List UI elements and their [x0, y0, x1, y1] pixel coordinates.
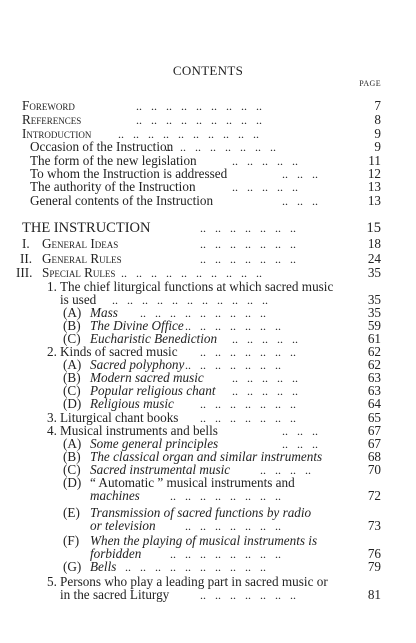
toc-page-number: 65	[367, 410, 381, 425]
toc-entry	[0, 397, 416, 411]
toc-entry	[0, 252, 416, 266]
toc-page-number: 24	[367, 251, 381, 266]
toc-page-number: 11	[368, 153, 381, 168]
toc-entry-label: (D)	[63, 475, 82, 490]
leader-dots: .. .. .. .. ..	[232, 332, 298, 346]
toc-page-number: 35	[367, 265, 381, 280]
toc-entry-title: is used	[60, 292, 97, 307]
toc-entry-label: (D)	[63, 396, 82, 411]
toc-entry	[0, 588, 416, 602]
toc-entry-title: To whom the Instruction is addressed	[30, 166, 228, 181]
toc-entry	[0, 237, 416, 251]
toc-entry-title: machines	[90, 488, 140, 503]
leader-dots: .. .. .. ..	[260, 463, 311, 477]
leader-dots: .. .. .. .. .. .. ..	[200, 252, 296, 266]
toc-entry-title: The classical organ and similar instruments	[90, 449, 323, 464]
toc-entry	[0, 489, 416, 503]
toc-page-number: 35	[367, 292, 381, 307]
toc-entry	[0, 476, 416, 490]
toc-entry-label: (A)	[63, 357, 82, 372]
toc-entry	[0, 534, 416, 548]
toc-entry	[0, 519, 416, 533]
toc-entry-title: The Divine Office	[90, 318, 184, 333]
toc-entry-title: The authority of the Instruction	[30, 179, 196, 194]
leader-dots: .. .. ..	[282, 437, 318, 451]
toc-page-number: 9	[374, 126, 381, 141]
toc-entry	[0, 221, 416, 235]
toc-page-number: 63	[367, 383, 381, 398]
toc-entry-label: (B)	[63, 449, 81, 464]
toc-entry-label: III.	[16, 265, 33, 280]
toc-entry-title: Persons who play a leading part in sacred music or	[60, 574, 328, 589]
toc-entry-label: 4.	[47, 423, 57, 438]
toc-entry-title: Popular religious chant	[90, 383, 216, 398]
toc-entry-label: (B)	[63, 318, 81, 333]
toc-entry-title: Modern sacred music	[90, 370, 204, 385]
toc-entry	[0, 113, 416, 127]
page-column-label: PAGE	[359, 79, 381, 88]
toc-entry-label: (E)	[63, 505, 80, 520]
toc-page-number: 15	[366, 220, 381, 236]
toc-entry-label: (A)	[63, 305, 82, 320]
leader-dots: .. .. .. .. .. .. .. ..	[170, 547, 281, 561]
leader-dots: .. .. .. .. ..	[232, 384, 298, 398]
toc-entry-title: Bells	[90, 559, 117, 574]
toc-entry-title: The chief liturgical functions at which sacred music	[60, 279, 334, 294]
leader-dots: .. .. .. .. .. .. .. .. .. ..	[121, 266, 262, 280]
leader-dots: .. .. .. .. ..	[232, 371, 298, 385]
leader-dots: .. .. .. .. .. .. ..	[185, 358, 281, 372]
leader-dots: .. .. .. .. .. .. .. ..	[170, 489, 281, 503]
toc-entry-title: forbidden	[90, 546, 142, 561]
toc-page-number: 81	[367, 587, 381, 602]
toc-entry-title: Mass	[90, 305, 118, 320]
toc-entry-title: General contents of the Instruction	[30, 193, 214, 208]
toc-entry-title: Sacred polyphony	[90, 357, 185, 372]
toc-page-number: 62	[367, 344, 381, 359]
toc-page-number: 79	[367, 559, 381, 574]
toc-page-number: 13	[367, 179, 381, 194]
toc-entry-title: Occasion of the Instruction	[30, 139, 174, 154]
leader-dots: .. .. .. .. .. .. .. .. .. ..	[118, 127, 259, 141]
leader-dots: .. .. .. .. .. .. ..	[185, 519, 281, 533]
toc-entry-title: in the sacred Liturgy	[60, 587, 170, 602]
toc-entry-label: II.	[20, 251, 33, 266]
toc-entry-label: (C)	[63, 383, 81, 398]
toc-entry	[0, 194, 416, 208]
toc-entry-title: General Rules	[42, 251, 122, 266]
leader-dots: .. .. .. .. .. .. .. .. ..	[140, 306, 266, 320]
toc-entry	[0, 560, 416, 574]
leader-dots: .. .. .. .. .. .. .. .. .. ..	[125, 560, 266, 574]
toc-entry-title: Transmission of sacred functions by radio	[90, 505, 312, 520]
toc-page-number: 59	[367, 318, 381, 333]
toc-entry	[0, 180, 416, 194]
toc-entry-label: (F)	[63, 533, 80, 548]
leader-dots: .. .. .. .. .. .. .. .. .. .. ..	[112, 293, 268, 307]
leader-dots: .. .. .. .. .. .. ..	[200, 411, 296, 425]
toc-page-number: 73	[367, 518, 381, 533]
toc-page-number: 18	[367, 236, 381, 251]
toc-page-number: 76	[367, 546, 381, 561]
toc-page-number: 64	[367, 396, 381, 411]
toc-entry-title: Liturgical chant books	[60, 410, 179, 425]
leader-dots: .. .. .. .. .. .. ..	[200, 237, 296, 251]
toc-entry-label: (A)	[63, 436, 82, 451]
toc-entry-label: (B)	[63, 370, 81, 385]
leader-dots: .. .. .. .. .. .. ..	[200, 345, 296, 359]
toc-entry-label: 2.	[47, 344, 57, 359]
toc-entry	[0, 140, 416, 154]
leader-dots: .. .. .. .. .. .. .. .. ..	[136, 99, 262, 113]
leader-dots: .. .. ..	[282, 424, 318, 438]
leader-dots: .. .. .. .. .. .. .. ..	[165, 140, 276, 154]
toc-entry-title: Introduction	[22, 126, 92, 141]
toc-entry-title: The form of the new legislation	[30, 153, 197, 168]
toc-entry-label: 3.	[47, 410, 57, 425]
leader-dots: .. .. .. .. .. .. ..	[200, 221, 296, 235]
toc-entry-label: 1.	[47, 279, 57, 294]
toc-entry-title: Musical instruments and bells	[60, 423, 218, 438]
toc-entry-title: Kinds of sacred music	[60, 344, 178, 359]
toc-entry-title: Special Rules	[42, 265, 116, 280]
toc-page-number: 9	[374, 139, 381, 154]
toc-entry	[0, 266, 416, 280]
page-title: CONTENTS	[172, 63, 244, 78]
toc-page-number: 13	[367, 193, 381, 208]
toc-page-number: 61	[367, 331, 381, 346]
toc-entry-label: (C)	[63, 331, 81, 346]
toc-entry-title: Some general principles	[90, 436, 219, 451]
toc-page-number: 70	[367, 462, 381, 477]
toc-entry-label: (C)	[63, 462, 81, 477]
toc-entry-title: THE INSTRUCTION	[22, 220, 151, 236]
toc-entry-title: Eucharistic Benediction	[90, 331, 218, 346]
toc-entry-title: Religious music	[90, 396, 174, 411]
toc-page-number: 67	[367, 423, 381, 438]
toc-page-number: 72	[367, 488, 381, 503]
toc-entry-title: “ Automatic ” musical instruments and	[90, 475, 295, 490]
toc-page-number: 8	[374, 112, 381, 127]
toc-page-number: 63	[367, 370, 381, 385]
toc-entry-title: or television	[90, 518, 156, 533]
toc-entry-label: I.	[22, 236, 30, 251]
toc-entry	[0, 99, 416, 113]
toc-entry-title: References	[22, 112, 82, 127]
toc-entry-label: 5.	[47, 574, 57, 589]
toc-entry-title: Foreword	[22, 98, 75, 113]
leader-dots: .. .. ..	[282, 194, 318, 208]
toc-entry-title: When the playing of musical instruments is	[90, 533, 318, 548]
leader-dots: .. .. .. .. .. .. ..	[200, 588, 296, 602]
leader-dots: .. .. .. .. .. .. .. .. ..	[136, 113, 262, 127]
toc-page-number: 35	[367, 305, 381, 320]
toc-page-number: 12	[367, 166, 381, 181]
leader-dots: .. .. .. .. ..	[232, 154, 298, 168]
toc-page-number: 67	[367, 436, 381, 451]
leader-dots: .. .. ..	[282, 167, 318, 181]
toc-entry-label: (G)	[63, 559, 82, 574]
toc-page-number: 62	[367, 357, 381, 372]
leader-dots: .. .. .. .. .. .. ..	[185, 319, 281, 333]
toc-entry-title: Sacred instrumental music	[90, 462, 231, 477]
toc-entry-title: General Ideas	[42, 236, 119, 251]
toc-entry	[0, 506, 416, 520]
toc-page-number: 68	[367, 449, 381, 464]
leader-dots: .. .. .. .. .. .. ..	[200, 397, 296, 411]
leader-dots: .. .. .. .. ..	[232, 180, 298, 194]
toc-page-number: 7	[374, 98, 381, 113]
